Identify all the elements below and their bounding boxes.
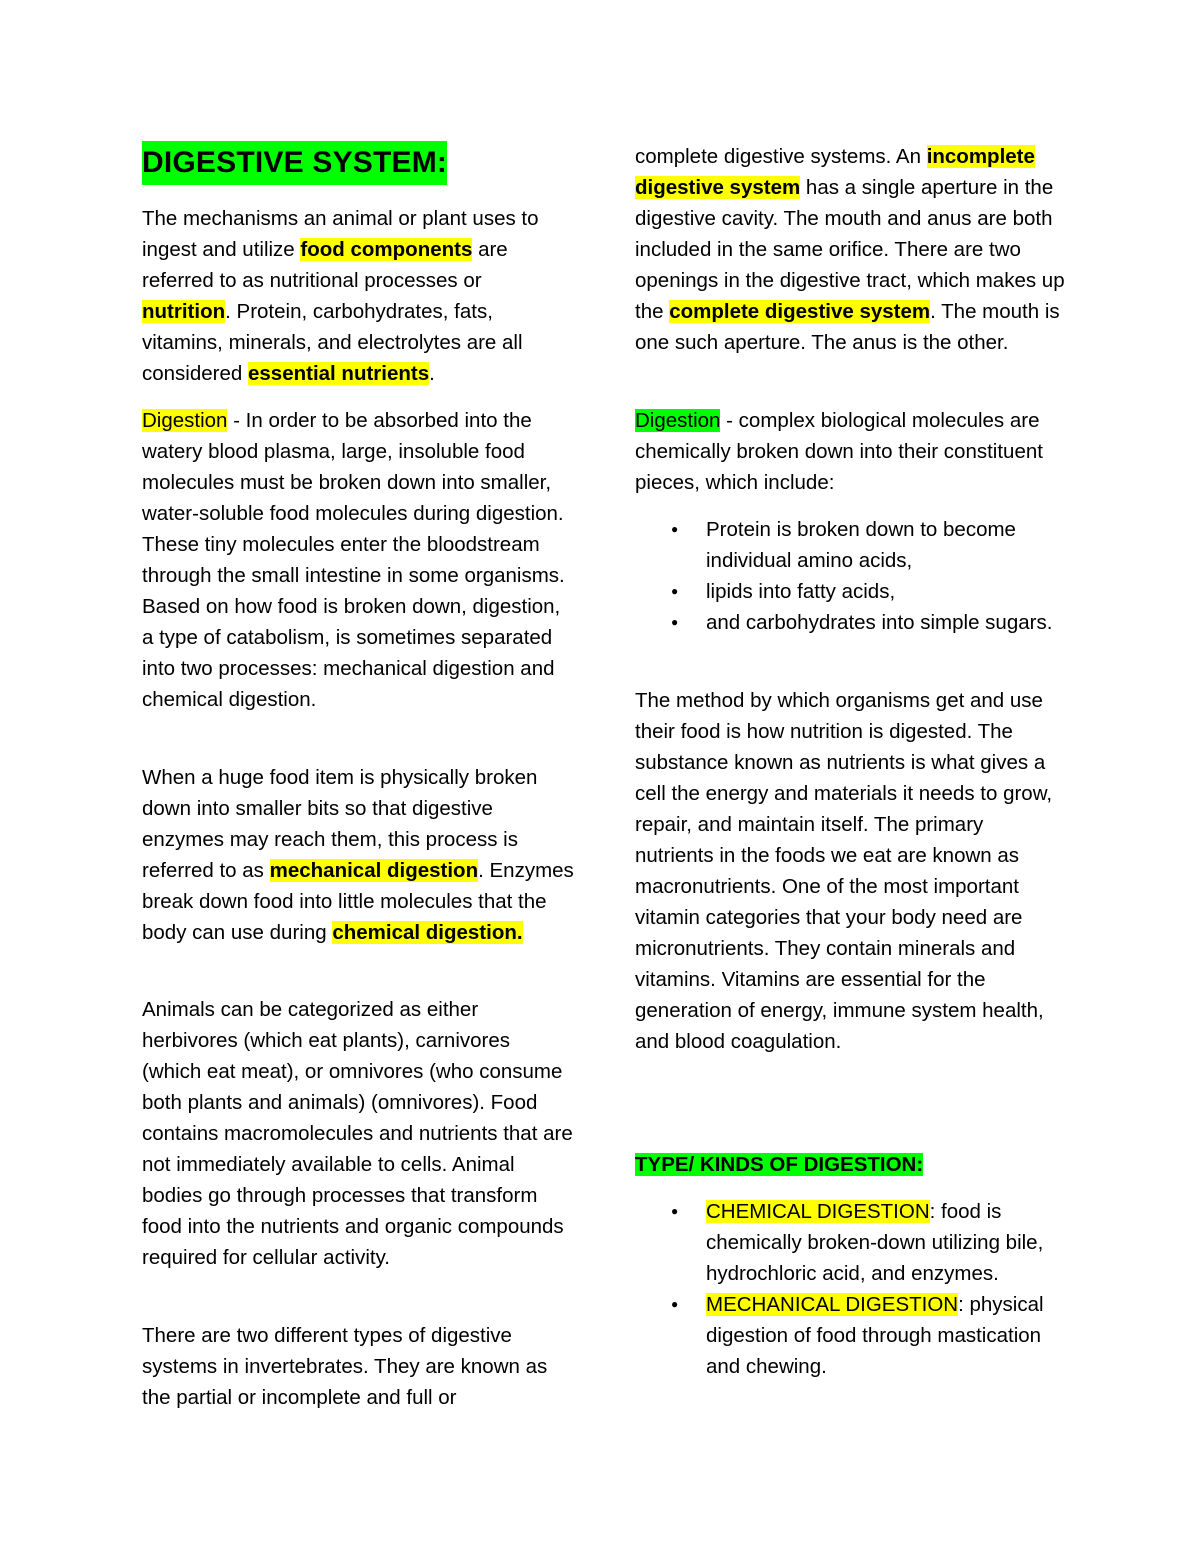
types-subheading (635, 1149, 1065, 1180)
text: - In order to be absorbed into the watery blood plasma, large, insoluble food molecules must be broken down into smaller, water-soluble food molecules during digestion. These tiny molecules enter the bloodstream through the small intestine in some organisms. Based on how food is broken down, digestion, a type of catabolism, is sometimes separated into two processes: mechanical digestion and chemical digestion. (142, 409, 565, 711)
text: When a huge food item is physically broken down into smaller bits so that digestive enzymes may reach them, this process is referred to as (142, 766, 538, 882)
list-item: ● lipids into fatty acids, (635, 576, 1065, 607)
highlight-incomplete-digestive-system: incomplete digestive system (635, 145, 1035, 199)
highlight-food-components: food components (300, 238, 473, 261)
document-title: DIGESTIVE SYSTEM: (142, 141, 447, 185)
text: : food is chemically broken-down utilizing bile, hydrochloric acid, and enzymes. (706, 1200, 1044, 1285)
highlight-digestion: Digestion (142, 409, 228, 432)
highlight-mechanical-digestion: mechanical digestion (269, 859, 479, 882)
list-item-chemical (635, 1196, 1065, 1289)
highlight-chemical-label: CHEMICAL DIGESTION (706, 1200, 930, 1223)
text: complete digestive systems. An (635, 145, 927, 168)
highlight-digestion-green: Digestion (635, 409, 721, 432)
list-item: ● and carbohydrates into simple sugars. (635, 607, 1065, 638)
mechanical-digestion-paragraph (142, 762, 574, 948)
text: . Protein, carbohydrates, fats, vitamins, minerals, and electrolytes are all considered (142, 300, 523, 385)
highlight-chemical-digestion: chemical digestion. (332, 921, 523, 944)
invertebrates-paragraph: There are two different types of digestive systems in invertebrates. They are known as the partial or incomplete and full or (142, 1324, 548, 1409)
text: The mechanisms an animal or plant uses to ingest and utilize (142, 207, 539, 261)
digestive-systems-paragraph (635, 141, 1065, 358)
breakdown-list (635, 514, 1065, 638)
list-item: ● Protein is broken down to become individual amino acids, (635, 514, 1065, 576)
intro-paragraph (142, 203, 574, 389)
animals-paragraph: Animals can be categorized as either herbivores (which eat plants), carnivores (which eat meat), or omnivores (who consume both plants and animals) (omnivores). Food contains macromolecules and nutrients that are not immediately available to cells. Animal bodies go through processes that transform food into the nutrients and organic compounds required for cellular activity. (142, 998, 573, 1269)
text: . The mouth is one such aperture. The anus is the other. (635, 300, 1060, 354)
highlight-mechanical-label: MECHANICAL DIGESTION (706, 1293, 959, 1316)
text: : physical digestion of food through mastication and chewing. (706, 1293, 1044, 1378)
text: are referred to as nutritional processes or (142, 238, 508, 292)
subheading-highlight: TYPE/ KINDS OF DIGESTION: (635, 1153, 924, 1176)
text: - complex biological molecules are chemically broken down into their constituent pieces, which include: (635, 409, 1043, 494)
highlight-complete-digestive-system: complete digestive system (669, 300, 931, 323)
highlight-nutrition: nutrition (142, 300, 226, 323)
digestion-definition-paragraph (635, 405, 1065, 498)
text: . Enzymes break down food into little molecules that the body can use during (142, 859, 574, 944)
nutrition-paragraph: The method by which organisms get and use their food is how nutrition is digested. The substance known as nutrients is what gives a cell the energy and materials it needs to grow, repair, and maintain itself. The primary nutrients in the foods we eat are known as macronutrients. One of the most important vitamin categories that your body need are micronutrients. They contain minerals and vitamins. Vitamins are essential for the generation of energy, immune system health, and blood coagulation. (635, 689, 1053, 1053)
digestion-types-list (635, 1196, 1065, 1382)
highlight-essential-nutrients: essential nutrients (247, 362, 430, 385)
text: has a single aperture in the digestive cavity. The mouth and anus are both included in the same orifice. There are two openings in the digestive tract, which makes up the (635, 176, 1065, 323)
list-item-mechanical (635, 1289, 1065, 1382)
text: . (429, 362, 435, 385)
digestion-paragraph (142, 405, 574, 715)
